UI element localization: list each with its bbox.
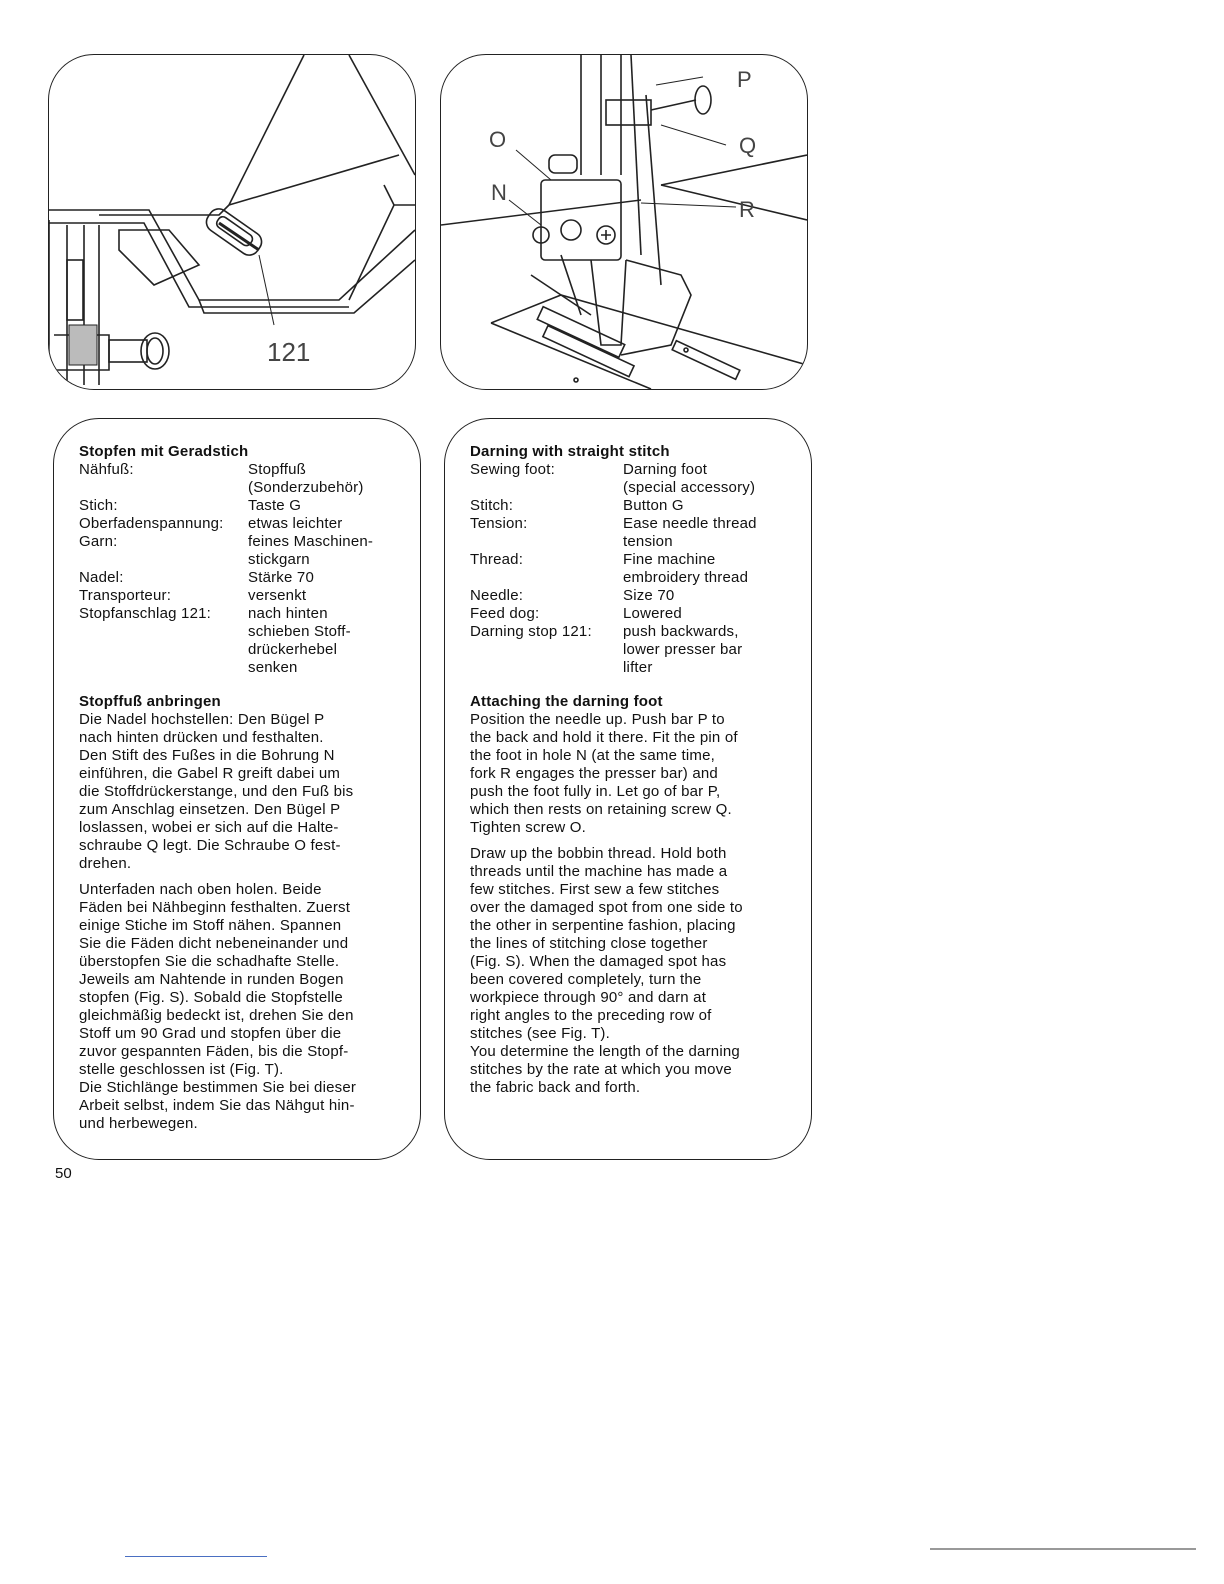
spec-row [79, 605, 373, 677]
spec-value: Ease needle thread tension [623, 515, 757, 550]
page-number: 50 [55, 1165, 72, 1182]
spec-value: push backwards, lower presser bar lifter [623, 623, 743, 676]
spec-label: Nadel: [79, 569, 124, 586]
darning-foot-illustration [441, 55, 807, 389]
spec-label: Thread: [470, 551, 524, 568]
spec-label: Nähfuß: [79, 461, 134, 478]
spec-value: Button G [623, 497, 684, 514]
spec-label: Tension: [470, 515, 528, 532]
footer-rule-right [930, 1548, 1196, 1550]
spec-row [79, 497, 373, 515]
german-paragraph: Unterfaden nach oben holen. Beide Fäden bei Nähbeginn festhalten. Zuerst einige Stiche im Stoff nähen. Spannen Sie die Fäden dicht nebeneinander und überstopfen Sie die schadhafte Stelle. Jeweils am Nahtende in runden Bogen stopfen (Fig. S). Sobald die Stopfstelle gleichmäßig bedeckt ist, drehen Sie den Stoff um 90 Grad und stopfen über die zuvor gespannten Fäden, bis die Stopf- stelle geschlossen ist (Fig. T). Die Stichlänge bestimmen Sie bei dieser Arbeit selbst, indem Sie das Nähgut hin- und herbewegen. [79, 881, 357, 1132]
spec-value: Stopffuß (Sonderzubehör) [248, 461, 364, 496]
callout-o: O [489, 127, 507, 152]
spec-row [470, 515, 757, 551]
english-paragraph: Position the needle up. Push bar P to the back and hold it there. Fit the pin of the foot in hole N (at the same time, fork R engages the presser bar) and push the foot fully in. Let go of bar P, which then rests on retaining screw Q. Tighten screw O. [470, 711, 738, 836]
german-content [79, 443, 409, 1133]
spec-row [79, 587, 373, 605]
english-spec-table [470, 461, 757, 677]
spec-label: Stich: [79, 497, 118, 514]
german-paragraph: Die Nadel hochstellen: Den Bügel P nach hinten drücken und festhalten. Den Stift des Fußes in die Bohrung N einführen, die Gabel R greift dabei um die Stoffdrückerstange, und den Fuß bis zum Anschlag einsetzen. Den Bügel P loslassen, wobei er sich auf die Halte- schraube Q legt. Die Schraube O fest- drehen. [79, 711, 354, 872]
figure-darning-stop [48, 54, 416, 390]
spec-label: Stitch: [470, 497, 514, 514]
spec-row [79, 461, 373, 497]
spec-value: Size 70 [623, 587, 675, 604]
spec-value: Taste G [248, 497, 302, 514]
spec-value: etwas leichter [248, 515, 343, 532]
german-section-title: Stopffuß anbringen [79, 693, 221, 710]
german-title: Stopfen mit Geradstich [79, 443, 249, 460]
spec-value: Darning foot (special accessory) [623, 461, 756, 496]
callout-121: 121 [267, 337, 311, 367]
callout-n: N [491, 180, 507, 205]
spec-row [79, 569, 373, 587]
spec-row [470, 461, 757, 497]
figure-darning-foot [440, 54, 808, 390]
spec-value: feines Maschinen- stickgarn [248, 533, 374, 568]
spec-label: Sewing foot: [470, 461, 555, 478]
english-paragraph: Draw up the bobbin thread. Hold both threads until the machine has made a few stitches. First sew a few stitches over the damaged spot from one side to the other in serpentine fashion, placing the lines of stitching close together (Fig. S). When the damaged spot has been covered completely, turn the workpiece through 90° and darn at right angles to the preceding row of stitches (see Fig. T). You determine the length of the darning stitches by the rate at which you move the fabric back and forth. [470, 845, 743, 1096]
spec-value: Fine machine embroidery thread [623, 551, 749, 586]
spec-label: Garn: [79, 533, 118, 550]
spec-value: Stärke 70 [248, 569, 315, 586]
spec-row [470, 623, 757, 677]
spec-label: Oberfadenspannung: [79, 515, 224, 532]
spec-label: Stopfanschlag 121: [79, 605, 212, 622]
spec-value: nach hinten schieben Stoff- drückerhebel senken [248, 605, 351, 676]
spec-row [470, 551, 757, 587]
spec-value: versenkt [248, 587, 307, 604]
english-content [470, 443, 800, 1097]
spec-row [470, 605, 757, 623]
callout-q: Q [739, 133, 757, 158]
callout-p: P [737, 67, 752, 92]
spec-value: Lowered [623, 605, 682, 622]
german-spec-table [79, 461, 373, 677]
callout-r: R [739, 197, 755, 222]
english-title: Darning with straight stitch [470, 443, 670, 460]
darning-stop-illustration [49, 55, 415, 389]
footer-rule-left [125, 1556, 267, 1557]
spec-row [470, 497, 757, 515]
english-section-title: Attaching the darning foot [470, 693, 663, 710]
spec-label: Darning stop 121: [470, 623, 592, 640]
spec-label: Needle: [470, 587, 524, 604]
spec-row [79, 533, 373, 569]
spec-row [79, 515, 373, 533]
spec-label: Feed dog: [470, 605, 540, 622]
spec-row [470, 587, 757, 605]
spec-label: Transporteur: [79, 587, 172, 604]
